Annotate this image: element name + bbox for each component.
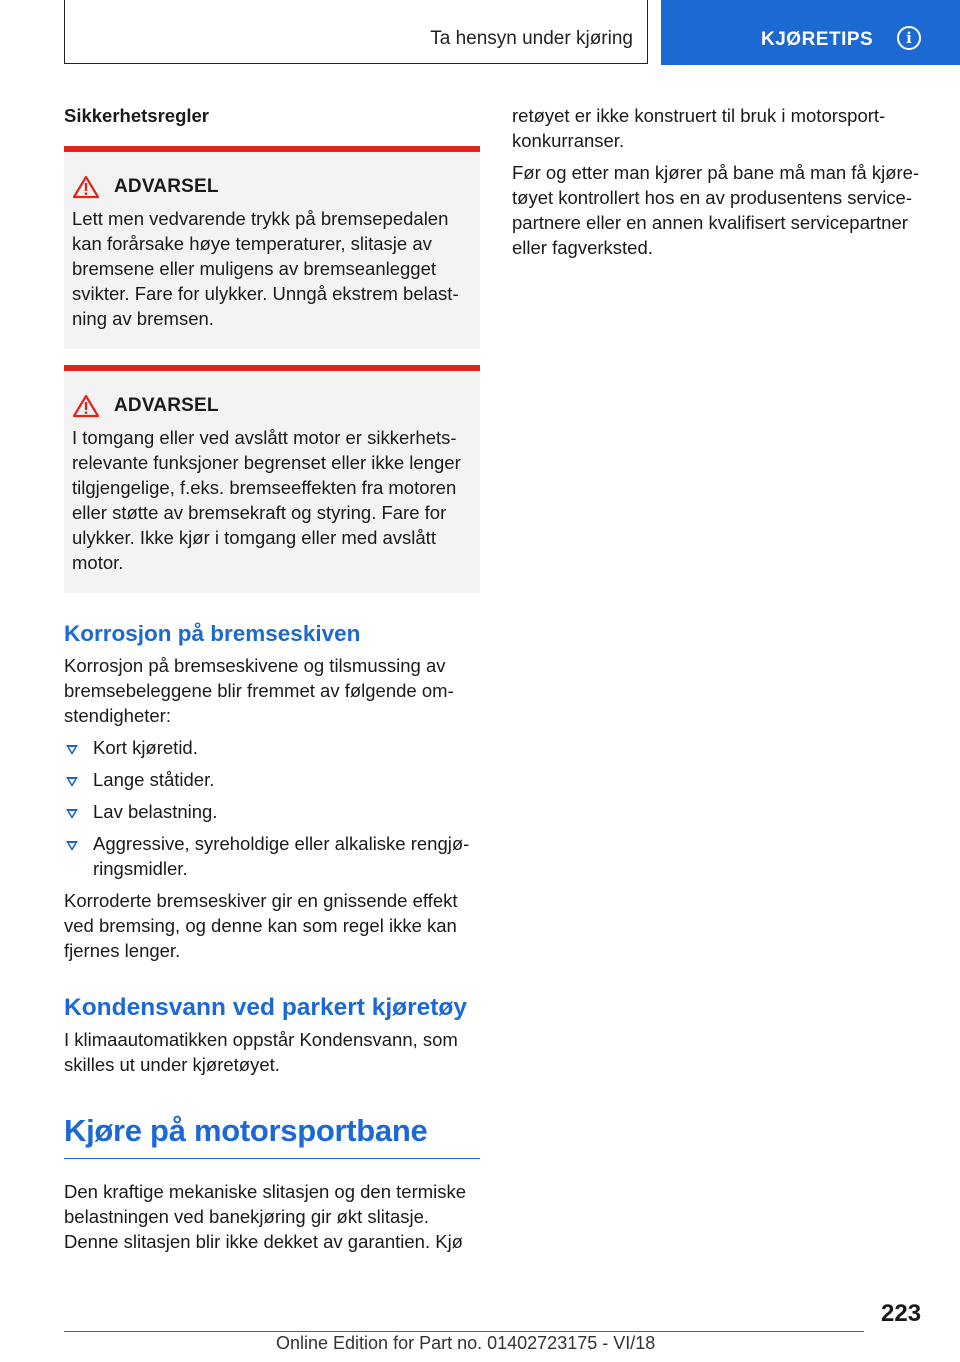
warning-header [72,174,472,199]
section-label: Sikkerhetsregler [64,105,210,126]
warning-text: I tomgang eller ved avslått motor er sikkerhetsrelevante funksjoner begrenset eller ikke lenger tilgjengelige, f.eks. bremseeffekten fra motoren eller støtte av bremsekraft og styring. Fare for ulykker. Ikke kjør i tomgang eller med avslått motor. [72,427,461,573]
list-item-text: Lav belastning. [93,801,218,822]
warning-box [64,365,480,593]
triangle-bullet-icon [66,809,78,819]
list-item [64,799,480,824]
header-section-tab[interactable] [661,0,960,65]
triangle-bullet-icon [66,745,78,755]
list-item-text: Kort kjøretid. [93,737,198,758]
triangle-bullet-icon [66,841,78,851]
header-chapter-box [64,0,648,64]
header-chapter-title: Ta hensyn under kjøring [430,28,633,49]
corrosion-outro: Korroderte bremseskiver gir en gnissende effekt ved bremsing, og denne kan som regel ikke kan fjernes lenger. [64,890,458,961]
footer-divider [64,1331,864,1332]
list-item-text: Lange ståtider. [93,769,215,790]
corrosion-list [64,735,480,881]
warning-triangle-icon [72,175,100,199]
track-heading: Kjøre på motorsportbane [64,1111,480,1159]
paragraph: Før og etter man kjører på bane må man få kjøretøyet kontrollert hos en av produsentens servicepartnere eller en annen kvalifisert servicepartner eller fagverksted. [512,162,920,258]
info-icon[interactable]: i [897,26,921,50]
warning-header [72,393,472,418]
warning-title: ADVARSEL [114,395,219,416]
list-item-text: Aggressive, syreholdige eller alkaliske rengjøringsmidler. [93,833,470,879]
left-column [64,103,480,1261]
list-item [64,767,480,792]
warning-box [64,146,480,349]
page-number: 223 [881,1300,922,1327]
warning-title: ADVARSEL [114,176,219,197]
condensation-heading: Kondensvann ved parkert kjøretøy [64,994,468,1021]
condensation-text: I klimaautomatikken oppstår Kondensvann, som skilles ut under kjøretøyet. [64,1029,458,1075]
header-section-title: KJØRETIPS [761,29,874,50]
corrosion-intro: Korrosjon på bremseskivene og tilsmussing av bremsebeleggene blir fremmet av følgende omstendigheter: [64,655,454,726]
track-text: Den kraftige mekaniske slitasjen og den termiske belastningen ved banekjøring gir økt slitasje. Denne slitasjen blir ikke dekket av garantien. Kjø [64,1181,467,1252]
footer-edition: Online Edition for Part no. 01402723175 - VI/18 [276,1333,656,1353]
right-column [512,103,926,267]
corrosion-heading: Korrosjon på bremseskiven [64,621,361,646]
list-item [64,831,480,881]
list-item [64,735,480,760]
triangle-bullet-icon [66,777,78,787]
warning-triangle-icon [72,394,100,418]
paragraph: retøyet er ikke konstruert til bruk i motorsportkonkurranser. [512,105,886,151]
warning-text: Lett men vedvarende trykk på bremsepedalen kan forårsake høye temperaturer, slitasje av bremsene eller muligens av bremseanlegget svikter. Fare for ulykker. Unngå ekstrem belastning av bremsen. [72,208,459,329]
